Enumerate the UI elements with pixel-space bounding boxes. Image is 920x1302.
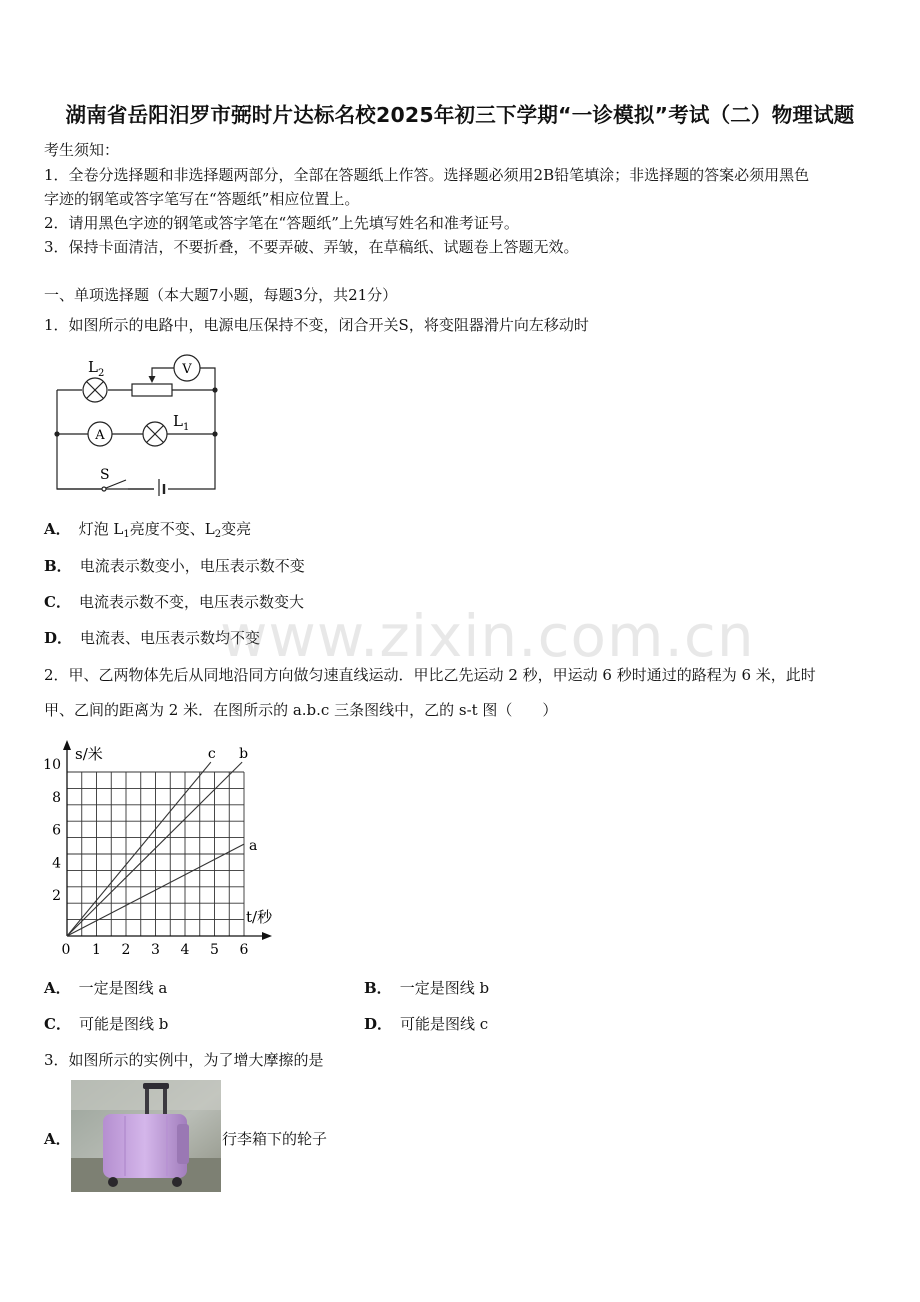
voltmeter-label: V: [182, 362, 192, 377]
x-tick-label: 0: [61, 942, 71, 958]
luggage-photo: [71, 1080, 221, 1192]
y-tick-label: 10: [43, 757, 61, 773]
lamp-l1-icon: [143, 422, 167, 446]
circuit-diagram: [50, 348, 222, 496]
question-2-option-a[interactable]: A． 一定是图线 a: [44, 979, 168, 997]
question-2-stem-line-1: 2．甲、乙两物体先后从同地沿同方向做匀速直线运动．甲比乙先运动 2 秒，甲运动 6 秒时通过的路程为 6 米，此时: [44, 666, 816, 684]
rheostat-slider-arrow-icon: [149, 376, 156, 383]
y-axis-label: s/米: [75, 745, 103, 763]
watermark: www.zixin.com.cn: [220, 602, 755, 670]
option-letter: C．: [44, 1015, 71, 1033]
question-3-stem: 3．如图所示的实例中，为了增大摩擦的是: [44, 1051, 324, 1069]
lamp-l1-label: $L_1$: [173, 412, 190, 433]
question-2-option-c[interactable]: C． 可能是图线 b: [44, 1015, 169, 1033]
question-1-option-d[interactable]: D． 电流表、电压表示数均不变: [44, 629, 261, 647]
option-letter: A．: [44, 979, 71, 997]
question-1-option-c[interactable]: C． 电流表示数不变，电压表示数变大: [44, 593, 304, 611]
ammeter-icon: [88, 422, 112, 446]
battery-icon: [159, 479, 164, 496]
series-label-c: c: [207, 746, 216, 763]
page-title: 湖南省岳阳汨罗市弼时片达标名校2025年初三下学期“一诊模拟”考试（二）物理试题: [65, 103, 855, 127]
lamp-l2-icon: [83, 378, 107, 402]
x-tick-label: 6: [239, 942, 249, 958]
x-tick-label: 4: [180, 942, 190, 958]
series-label-a: a: [249, 838, 258, 855]
question-2-option-b[interactable]: B． 一定是图线 b: [364, 979, 490, 997]
x-tick-label: 3: [151, 942, 160, 958]
notice-item-2: 2．请用黑色字迹的钢笔或答字笔在“答题纸”上先填写姓名和准考证号。: [44, 214, 519, 232]
series-label-b: b: [239, 746, 249, 763]
x-axis-arrow-icon: [262, 932, 272, 940]
x-tick-label: 5: [210, 942, 219, 958]
junction-dot-top-right: [212, 387, 217, 392]
notice-item-1-line-1: 1．全卷分选择题和非选择题两部分，全部在答题纸上作答。选择题必须用2B铅笔填涂；非选择题的答案必须用黑色: [44, 166, 810, 184]
junction-dot-left: [54, 431, 59, 436]
question-3-option-a-text[interactable]: 行李箱下的轮子: [222, 1130, 328, 1148]
y-tick-label: 4: [52, 855, 61, 872]
notice-item-1-line-2: 字迹的钢笔或答字笔写在“答题纸”相应位置上。: [44, 190, 360, 208]
y-tick-label: 6: [52, 822, 61, 839]
y-axis-arrow-icon: [63, 740, 71, 750]
section-heading: 一、单项选择题（本大题7小题，每题3分，共21分）: [44, 286, 398, 304]
question-1-stem: 1．如图所示的电路中，电源电压保持不变，闭合开关S，将变阻器滑片向左移动时: [44, 316, 589, 334]
ammeter-label: A: [95, 428, 105, 443]
question-2-option-d[interactable]: D． 可能是图线 c: [364, 1015, 489, 1033]
y-tick-label: 2: [52, 888, 61, 905]
question-1-option-a[interactable]: A． 灯泡 $L_1$亮度不变、$L_2$变亮: [44, 520, 252, 540]
x-axis-label: t/秒: [246, 908, 273, 926]
lamp-l2-label: $L_2$: [88, 358, 105, 379]
y-tick-label: 8: [52, 789, 61, 806]
option-letter: D．: [44, 629, 73, 647]
question-2-stem-line-2: 甲、乙间的距离为 2 米．在图所示的 a.b.c 三条图线中，乙的 s-t 图（ ）: [44, 701, 558, 719]
option-letter: D．: [364, 1015, 393, 1033]
question-3-option-a-letter[interactable]: A．: [44, 1130, 71, 1148]
notice-heading: 考生须知：: [44, 141, 120, 159]
switch-label: S: [100, 467, 110, 483]
question-1-option-b[interactable]: B． 电流表示数变小，电压表示数不变: [44, 557, 305, 575]
option-letter: B．: [364, 979, 392, 997]
x-tick-label: 1: [92, 942, 101, 958]
option-letter: A．: [44, 520, 71, 538]
option-letter: C．: [44, 593, 71, 611]
s-t-chart: [40, 736, 280, 962]
voltmeter-icon: [174, 355, 200, 381]
rheostat-icon: [132, 384, 172, 396]
notice-item-3: 3．保持卡面清洁，不要折叠，不要弄破、弄皱，在草稿纸、试题卷上答题无效。: [44, 238, 579, 256]
option-letter: B．: [44, 557, 72, 575]
x-tick-label: 2: [121, 942, 131, 958]
junction-dot-mid-right: [212, 431, 217, 436]
